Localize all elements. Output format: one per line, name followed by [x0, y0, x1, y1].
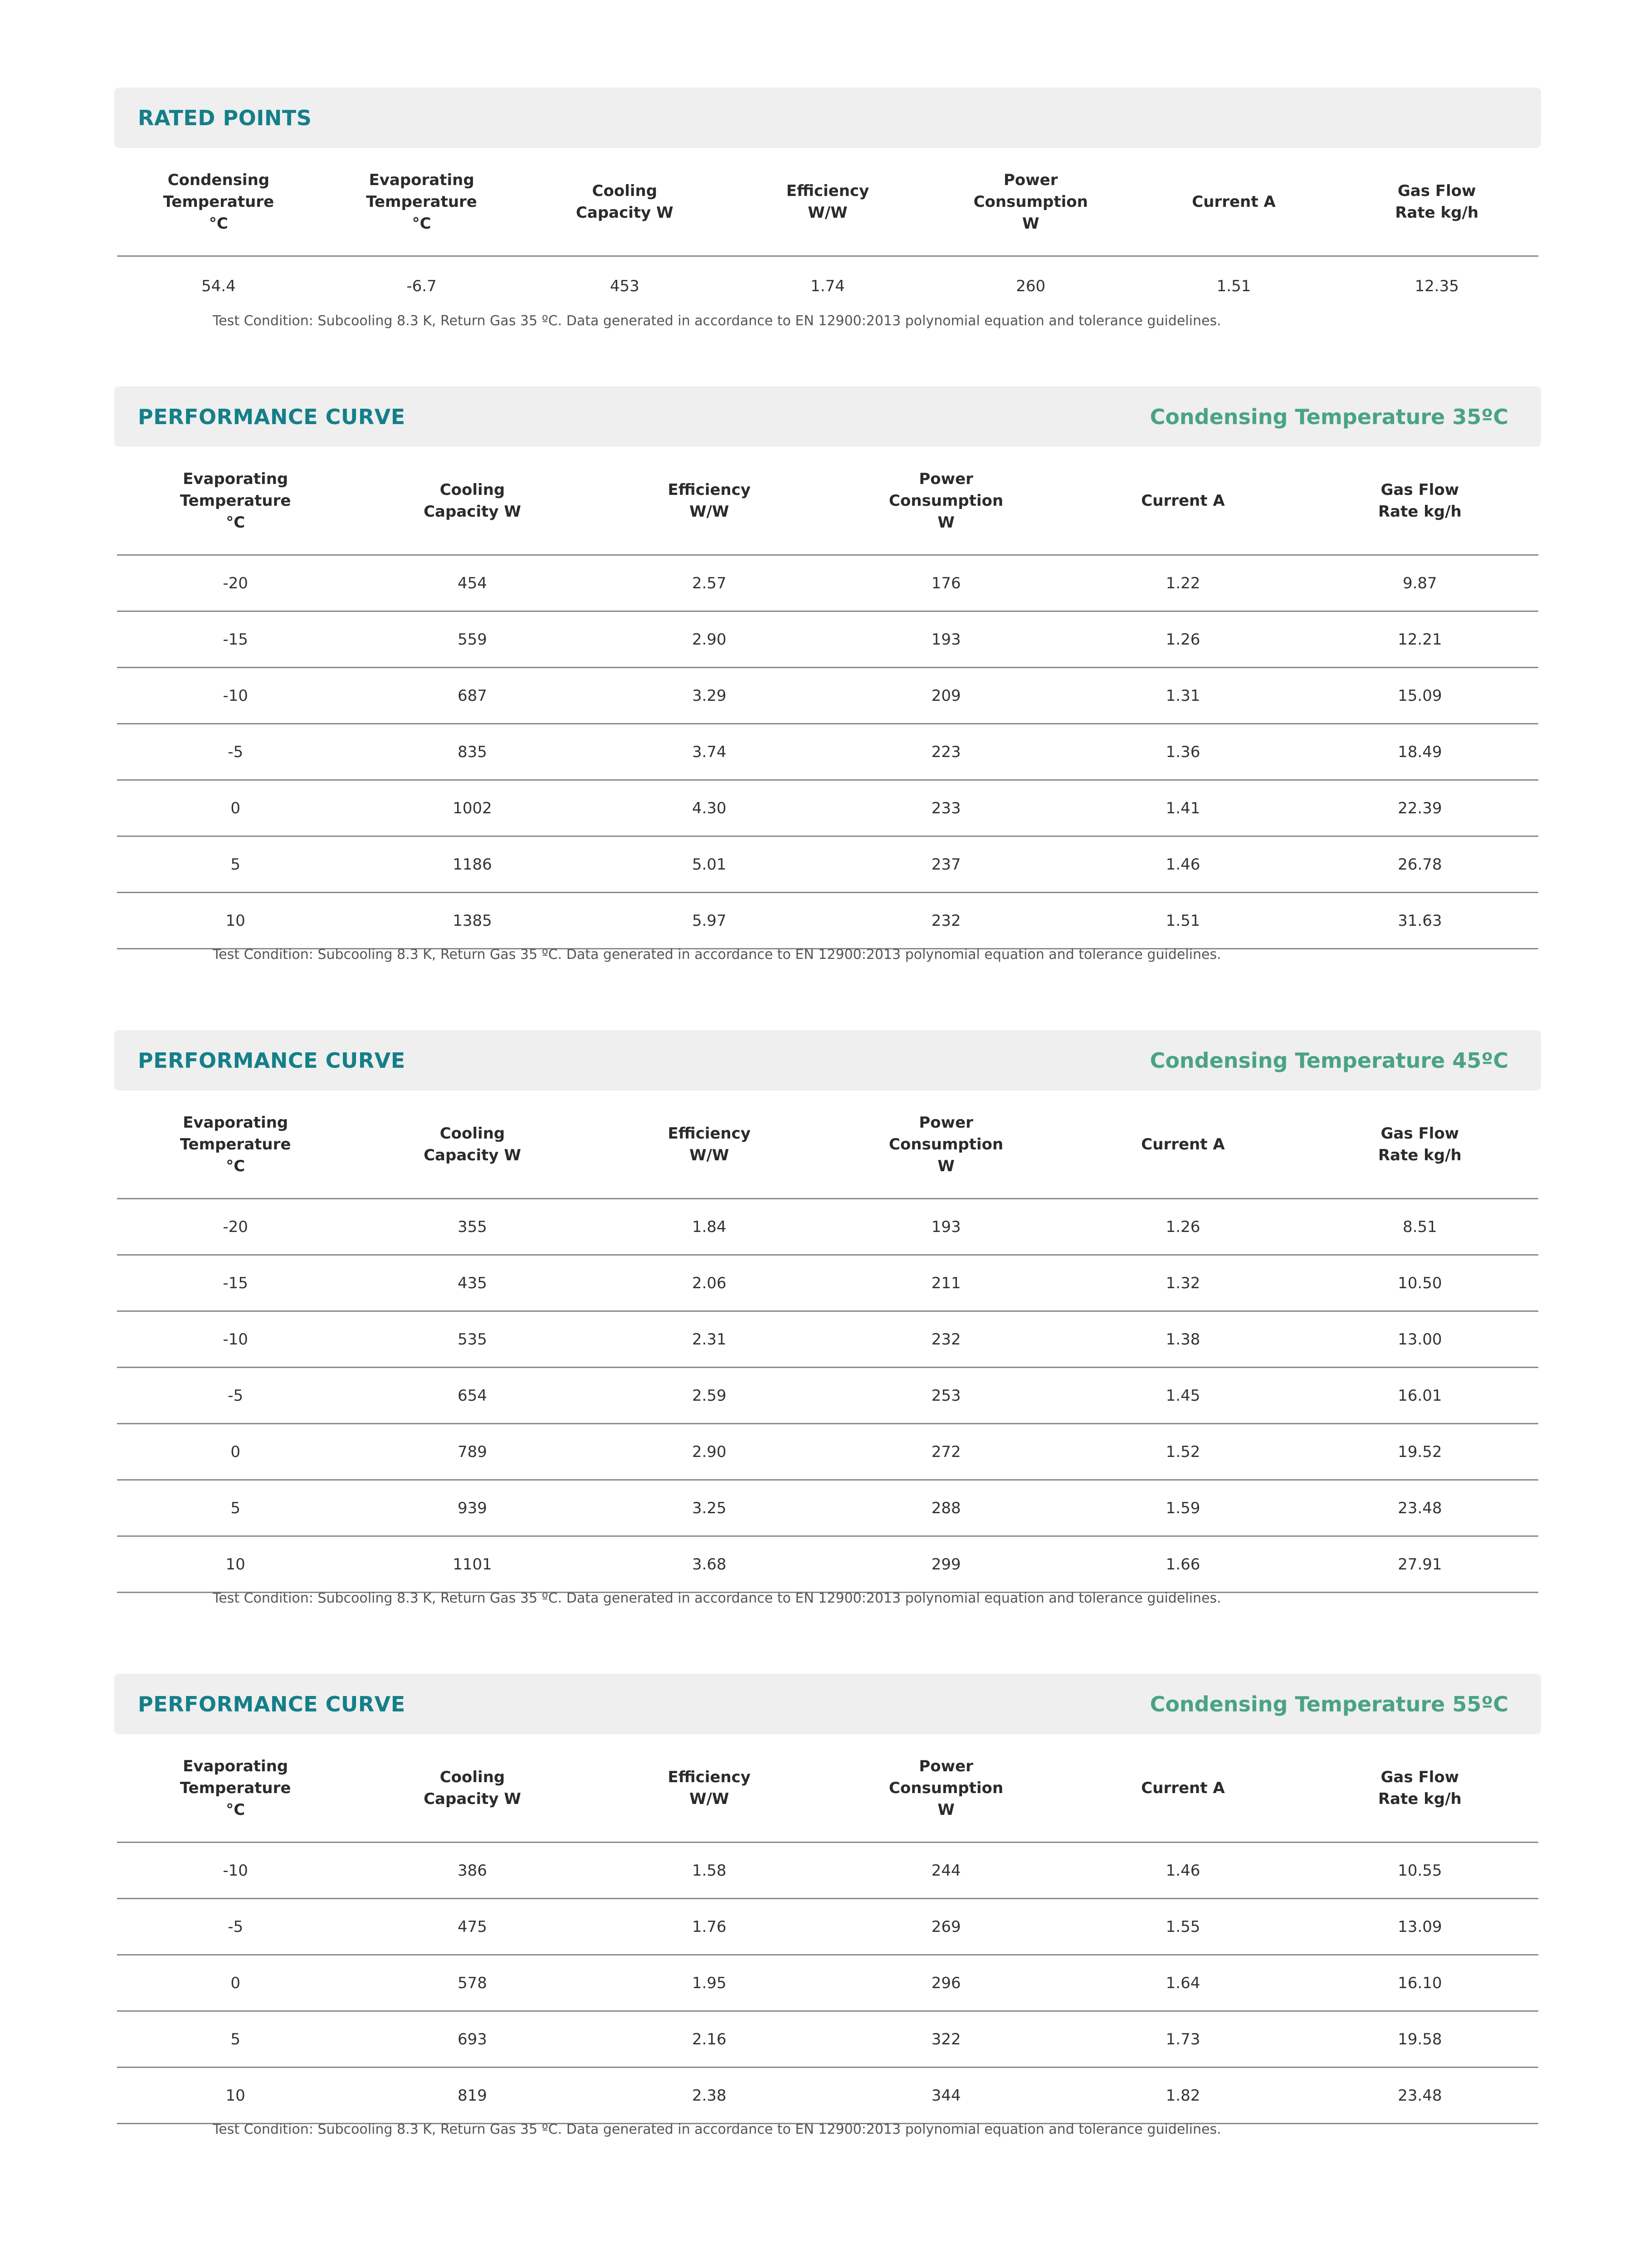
- table-row: [117, 1955, 1538, 2012]
- table-cell: 3.74: [692, 743, 727, 761]
- table-cell: 1.38: [1166, 1330, 1200, 1349]
- table-cell: 939: [458, 1499, 487, 1517]
- table-cell: -5: [228, 1386, 244, 1405]
- table-cell: 10: [225, 2086, 245, 2105]
- table-row: [117, 1368, 1538, 1424]
- header-power-consumption: Power Consumption W: [973, 171, 1088, 233]
- table-cell: -15: [223, 1274, 248, 1292]
- table-cell: 1002: [453, 799, 492, 817]
- performance-curve-banner: [114, 386, 1541, 447]
- table-cell: 26.78: [1398, 855, 1442, 874]
- table-cell: 253: [931, 1386, 961, 1405]
- table-cell: 22.39: [1398, 799, 1442, 817]
- table-cell: 10: [225, 1555, 245, 1574]
- table-cell: 535: [458, 1330, 487, 1349]
- header-power-consumption: Power Consumption W: [889, 1757, 1004, 1819]
- table-cell: 1.45: [1166, 1386, 1200, 1405]
- table-cell: 12.35: [1415, 277, 1459, 295]
- table-row: [117, 1199, 1538, 1256]
- header-evaporating-temperature: Evaporating Temperature °C: [180, 1113, 291, 1175]
- table-cell: 475: [458, 1917, 487, 1936]
- table-cell: 1.26: [1166, 1217, 1200, 1236]
- table-cell: 344: [931, 2086, 961, 2105]
- test-condition-note: Test Condition: Subcooling 8.3 K, Return Gas 35 ºC. Data generated in accordance to EN 12900:2013 polynomial equation and tolerance guidelines.: [213, 313, 1221, 329]
- table-cell: 2.59: [692, 1386, 727, 1405]
- table-cell: 1.58: [692, 1861, 727, 1880]
- table-cell: 23.48: [1398, 1499, 1442, 1517]
- table-cell: 176: [931, 574, 961, 592]
- table-cell: 1.46: [1166, 855, 1200, 874]
- table-cell: 12.21: [1398, 630, 1442, 649]
- table-cell: -15: [223, 630, 248, 649]
- rated-points-banner: [114, 88, 1541, 148]
- table-row: [117, 1899, 1538, 1955]
- table-header-row: [117, 1090, 1538, 1199]
- performance-curve-title: PERFORMANCE CURVE: [138, 404, 405, 429]
- table-cell: 1.22: [1166, 574, 1200, 592]
- header-current: Current A: [1141, 491, 1225, 510]
- table-cell: 209: [931, 686, 961, 705]
- table-cell: 386: [458, 1861, 487, 1880]
- table-cell: 559: [458, 630, 487, 649]
- table-cell: 578: [458, 1974, 487, 1992]
- table-cell: 1.66: [1166, 1555, 1200, 1574]
- table-cell: 13.09: [1398, 1917, 1442, 1936]
- table-cell: 453: [610, 277, 639, 295]
- table-cell: 2.06: [692, 1274, 727, 1292]
- header-evaporating-temperature: Evaporating Temperature °C: [180, 1757, 291, 1819]
- header-power-consumption: Power Consumption W: [889, 1113, 1004, 1175]
- table-cell: 19.52: [1398, 1442, 1442, 1461]
- performance-curve-section: [114, 1030, 1541, 1606]
- table-cell: 435: [458, 1274, 487, 1292]
- table-cell: 3.25: [692, 1499, 727, 1517]
- table-cell: 1.95: [692, 1974, 727, 1992]
- test-condition-note: Test Condition: Subcooling 8.3 K, Return Gas 35 ºC. Data generated in accordance to EN 12900:2013 polynomial equation and tolerance guidelines.: [213, 1590, 1221, 1606]
- table-cell: 31.63: [1398, 911, 1442, 930]
- performance-curve-section: [114, 386, 1541, 963]
- table-cell: 1.41: [1166, 799, 1200, 817]
- table-cell: 2.38: [692, 2086, 727, 2105]
- header-evaporating-temperature: Evaporating Temperature °C: [180, 469, 291, 532]
- table-row: [117, 1537, 1538, 1593]
- table-cell: 1.32: [1166, 1274, 1200, 1292]
- table-cell: 1.55: [1166, 1917, 1200, 1936]
- table-cell: 5: [230, 855, 240, 874]
- table-cell: 1.64: [1166, 1974, 1200, 1992]
- condensing-temperature-label: Condensing Temperature 35ºC: [1150, 404, 1508, 429]
- table-cell: 454: [458, 574, 487, 592]
- table-cell: 1.51: [1166, 911, 1200, 930]
- table-cell: 2.31: [692, 1330, 727, 1349]
- condensing-temperature-label: Condensing Temperature 45ºC: [1150, 1048, 1508, 1073]
- table-row: [117, 837, 1538, 893]
- header-cooling-capacity: Cooling Capacity W: [424, 1124, 521, 1164]
- table-row: [117, 1424, 1538, 1481]
- table-cell: -10: [223, 1330, 248, 1349]
- table-cell: -20: [223, 574, 248, 592]
- header-cooling-capacity: Cooling Capacity W: [424, 1768, 521, 1808]
- table-cell: 5.01: [692, 855, 727, 874]
- table-cell: 15.09: [1398, 686, 1442, 705]
- table-cell: -5: [228, 1917, 244, 1936]
- performance-curve-banner: [114, 1674, 1541, 1734]
- table-cell: -20: [223, 1217, 248, 1236]
- table-cell: 232: [931, 911, 961, 930]
- table-row: [117, 668, 1538, 724]
- table-cell: 1101: [453, 1555, 492, 1574]
- table-cell: 322: [931, 2030, 961, 2048]
- table-cell: 1.31: [1166, 686, 1200, 705]
- table-cell: -6.7: [406, 277, 437, 295]
- table-cell: 0: [230, 1974, 240, 1992]
- table-cell: 1385: [453, 911, 492, 930]
- header-efficiency: Efficiency W/W: [668, 480, 751, 521]
- table-header-row: [117, 148, 1538, 257]
- table-cell: 1.26: [1166, 630, 1200, 649]
- table-cell: 269: [931, 1917, 961, 1936]
- header-current: Current A: [1141, 1779, 1225, 1797]
- table-cell: 693: [458, 2030, 487, 2048]
- table-cell: 54.4: [201, 277, 236, 295]
- table-cell: 1186: [453, 855, 492, 874]
- table-cell: 10.50: [1398, 1274, 1442, 1292]
- table-cell: 1.76: [692, 1917, 727, 1936]
- table-cell: 8.51: [1402, 1217, 1437, 1236]
- table-cell: 10: [225, 911, 245, 930]
- test-condition-note: Test Condition: Subcooling 8.3 K, Return Gas 35 ºC. Data generated in accordance to EN 12900:2013 polynomial equation and tolerance guidelines.: [213, 947, 1221, 963]
- header-gas-flow-rate: Gas Flow Rate kg/h: [1378, 1124, 1462, 1164]
- table-cell: 296: [931, 1974, 961, 1992]
- table-row: [117, 893, 1538, 949]
- table-cell: 211: [931, 1274, 961, 1292]
- header-cooling-capacity: Cooling Capacity W: [424, 480, 521, 521]
- performance-curve-banner: [114, 1030, 1541, 1090]
- table-cell: 2.90: [692, 630, 727, 649]
- table-cell: 244: [931, 1861, 961, 1880]
- table-cell: 1.59: [1166, 1499, 1200, 1517]
- table-cell: 23.48: [1398, 2086, 1442, 2105]
- table-row: [117, 2068, 1538, 2124]
- table-row: [117, 1843, 1538, 1899]
- table-cell: 4.30: [692, 799, 727, 817]
- table-cell: 1.84: [692, 1217, 727, 1236]
- table-cell: 2.90: [692, 1442, 727, 1461]
- table-cell: 233: [931, 799, 961, 817]
- header-current: Current A: [1192, 192, 1276, 211]
- table-cell: 237: [931, 855, 961, 874]
- performance-curve-title: PERFORMANCE CURVE: [138, 1048, 405, 1073]
- header-evaporating-temperature: Evaporating Temperature °C: [366, 171, 477, 233]
- table-cell: 355: [458, 1217, 487, 1236]
- table-cell: 654: [458, 1386, 487, 1405]
- header-current: Current A: [1141, 1135, 1225, 1154]
- header-efficiency: Efficiency W/W: [786, 181, 869, 222]
- table-cell: -10: [223, 1861, 248, 1880]
- table-cell: 0: [230, 799, 240, 817]
- header-power-consumption: Power Consumption W: [889, 469, 1004, 532]
- table-cell: 1.73: [1166, 2030, 1200, 2048]
- table-row: [117, 1312, 1538, 1368]
- test-condition-note: Test Condition: Subcooling 8.3 K, Return Gas 35 ºC. Data generated in accordance to EN 12900:2013 polynomial equation and tolerance guidelines.: [213, 2121, 1221, 2137]
- table-row: [117, 257, 1538, 316]
- table-cell: 1.52: [1166, 1442, 1200, 1461]
- table-cell: 232: [931, 1330, 961, 1349]
- table-cell: 3.29: [692, 686, 727, 705]
- performance-curve-section: [114, 1674, 1541, 2137]
- table-row: [117, 724, 1538, 781]
- table-cell: 3.68: [692, 1555, 727, 1574]
- table-cell: 835: [458, 743, 487, 761]
- table-row: [117, 612, 1538, 668]
- table-cell: 10.55: [1398, 1861, 1442, 1880]
- table-cell: -5: [228, 743, 244, 761]
- table-cell: 16.01: [1398, 1386, 1442, 1405]
- table-row: [117, 1256, 1538, 1312]
- table-cell: 27.91: [1398, 1555, 1442, 1574]
- table-cell: 2.16: [692, 2030, 727, 2048]
- rated-points-section: [114, 88, 1541, 329]
- performance-curve-title: PERFORMANCE CURVE: [138, 1691, 405, 1716]
- table-cell: 19.58: [1398, 2030, 1442, 2048]
- table-cell: 272: [931, 1442, 961, 1461]
- header-cooling-capacity: Cooling Capacity W: [576, 181, 673, 222]
- table-row: [117, 556, 1538, 612]
- table-row: [117, 1481, 1538, 1537]
- table-row: [117, 781, 1538, 837]
- header-gas-flow-rate: Gas Flow Rate kg/h: [1395, 181, 1479, 222]
- table-cell: 819: [458, 2086, 487, 2105]
- header-gas-flow-rate: Gas Flow Rate kg/h: [1378, 480, 1462, 521]
- table-cell: 1.51: [1216, 277, 1251, 295]
- table-cell: 16.10: [1398, 1974, 1442, 1992]
- rated-points-title: RATED POINTS: [138, 105, 312, 130]
- condensing-temperature-label: Condensing Temperature 55ºC: [1150, 1691, 1508, 1716]
- table-cell: 193: [931, 1217, 961, 1236]
- table-cell: 1.36: [1166, 743, 1200, 761]
- table-cell: 9.87: [1402, 574, 1437, 592]
- table-row: [117, 2012, 1538, 2068]
- table-cell: 687: [458, 686, 487, 705]
- table-cell: 260: [1016, 277, 1046, 295]
- table-cell: 223: [931, 743, 961, 761]
- table-cell: 5.97: [692, 911, 727, 930]
- table-header-row: [117, 447, 1538, 556]
- table-cell: 288: [931, 1499, 961, 1517]
- header-condensing-temperature: Condensing Temperature °C: [163, 171, 274, 233]
- table-cell: 1.74: [810, 277, 845, 295]
- table-cell: 2.57: [692, 574, 727, 592]
- header-efficiency: Efficiency W/W: [668, 1124, 751, 1164]
- table-cell: 5: [230, 1499, 240, 1517]
- table-cell: 1.82: [1166, 2086, 1200, 2105]
- table-cell: 0: [230, 1442, 240, 1461]
- table-cell: -10: [223, 686, 248, 705]
- header-gas-flow-rate: Gas Flow Rate kg/h: [1378, 1768, 1462, 1808]
- table-header-row: [117, 1734, 1538, 1843]
- header-efficiency: Efficiency W/W: [668, 1768, 751, 1808]
- table-cell: 13.00: [1398, 1330, 1442, 1349]
- table-cell: 1.46: [1166, 1861, 1200, 1880]
- table-cell: 299: [931, 1555, 961, 1574]
- table-cell: 5: [230, 2030, 240, 2048]
- table-cell: 18.49: [1398, 743, 1442, 761]
- table-cell: 193: [931, 630, 961, 649]
- table-cell: 789: [458, 1442, 487, 1461]
